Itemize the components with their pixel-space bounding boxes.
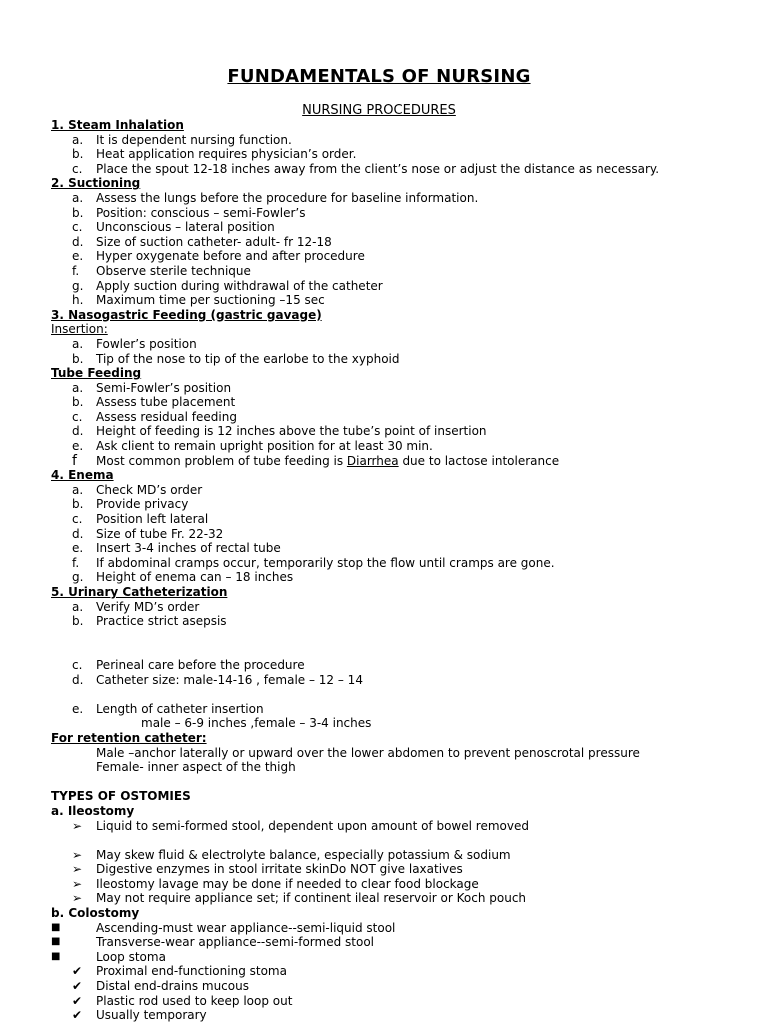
list-item: b. Tip of the nose to tip of the earlobe to the xyphoid (72, 351, 400, 366)
list-item: c. Assess residual feeding (72, 409, 237, 424)
list-item: d. Size of tube Fr. 22-32 (72, 526, 224, 541)
check-bullet-icon: ✔ (72, 1008, 83, 1023)
retention-catheter-heading: For retention catheter: (51, 730, 207, 745)
list-item: ✔ Proximal end-functioning stoma (72, 964, 287, 979)
list-item: b. Provide privacy (72, 497, 189, 512)
list-item: g. Height of enema can – 18 inches (72, 570, 294, 585)
spacer (51, 629, 751, 658)
square-bullet-icon: ■ (51, 921, 61, 933)
list-item: a. It is dependent nursing function. (72, 132, 292, 147)
list-item: ✔ Distal end-drains mucous (72, 979, 249, 994)
check-bullet-icon: ✔ (72, 964, 83, 979)
section-heading-steam-inhalation: 1. Steam Inhalation (51, 118, 184, 132)
list-item: c. Position left lateral (72, 512, 209, 527)
document-title: FUNDAMENTALS OF NURSING (227, 66, 531, 87)
section-heading-enema: 4. Enema (51, 468, 114, 483)
section-heading-suctioning: 2. Suctioning (51, 176, 141, 191)
document-subtitle: NURSING PROCEDURES (302, 103, 456, 118)
list-item: a. Fowler’s position (72, 336, 197, 351)
list-item: d. Size of suction catheter- adult- fr 12-18 (72, 234, 332, 249)
check-bullet-icon: ✔ (72, 979, 83, 994)
list-item: d. Catheter size: male-14-16 , female – 12 – 14 (72, 672, 363, 687)
list-item: ■ Loop stoma (51, 949, 166, 964)
list-item: e. Insert 3-4 inches of rectal tube (72, 541, 281, 556)
list-item: ➢ Ileostomy lavage may be done if needed to clear food blockage (72, 876, 479, 891)
list-item: g. Apply suction during withdrawal of the catheter (72, 278, 383, 293)
list-item: b. Practice strict asepsis (72, 614, 227, 629)
list-item: ✔ Plastic rod used to keep loop out (72, 993, 293, 1008)
list-item: c. Unconscious – lateral position (72, 220, 275, 235)
list-item: h. Maximum time per suctioning –15 sec (72, 293, 325, 308)
square-bullet-icon: ■ (51, 936, 61, 948)
list-item: f. Observe sterile technique (72, 263, 251, 278)
diarrhea-term: Diarrhea (346, 453, 399, 468)
list-item: ➢ Liquid to semi-formed stool, dependent upon amount of bowel removed (72, 818, 529, 833)
arrow-bullet-icon: ➢ (72, 847, 83, 862)
list-item-detail: Female- inner aspect of the thigh (96, 760, 296, 775)
arrow-bullet-icon: ➢ (72, 818, 83, 833)
list-item: ➢ May skew fluid & electrolyte balance, especially potassium & sodium (72, 847, 511, 862)
check-bullet-icon: ✔ (72, 993, 83, 1008)
section-heading-urinary-catheterization: 5. Urinary Catheterization (51, 585, 228, 599)
section-heading-nasogastric-feeding: 3. Nasogastric Feeding (gastric gavage) (51, 307, 322, 322)
list-item: e. Length of catheter insertion (72, 701, 264, 716)
subheading-colostomy: b. Colostomy (51, 906, 140, 921)
document-body (51, 118, 751, 1023)
subheading-ileostomy: a. Ileostomy (51, 803, 135, 818)
list-item: ➢ May not require appliance set; if continent ileal reservoir or Koch pouch (72, 891, 527, 906)
list-item: b. Position: conscious – semi-Fowler’s (72, 205, 306, 220)
list-item: f. If abdominal cramps occur, temporarily stop the flow until cramps are gone. (72, 555, 555, 570)
spacer (51, 775, 751, 790)
list-item: e. Hyper oxygenate before and after procedure (72, 249, 365, 264)
list-item: ➢ Digestive enzymes in stool irritate skinDo NOT give laxatives (72, 862, 463, 877)
list-item: f Most common problem of tube feeding is Diarrhea due to lactose intolerance (72, 452, 560, 469)
list-item: e. Ask client to remain upright position for at least 30 min. (72, 439, 433, 454)
spacer (51, 833, 751, 848)
list-item: b. Heat application requires physician’s order. (72, 147, 357, 162)
list-item: c. Place the spout 12-18 inches away from the client’s nose or adjust the distance as necessary. (72, 161, 660, 176)
list-item-detail: Male –anchor laterally or upward over the lower abdomen to prevent penoscrotal pressure (96, 745, 640, 760)
list-item: ■ Ascending-must wear appliance--semi-liquid stool (51, 920, 396, 935)
list-item: c. Perineal care before the procedure (72, 657, 305, 672)
subheading-insertion: Insertion: (51, 322, 108, 337)
list-item-detail: male – 6-9 inches ,female – 3-4 inches (141, 716, 372, 731)
list-item: ■ Transverse-wear appliance--semi-formed stool (51, 935, 375, 950)
list-item: d. Height of feeding is 12 inches above the tube’s point of insertion (72, 424, 487, 439)
spacer (51, 687, 751, 702)
arrow-bullet-icon: ➢ (72, 862, 83, 877)
list-item: a. Verify MD’s order (72, 599, 200, 614)
square-bullet-icon: ■ (51, 950, 61, 962)
list-item: ✔ Usually temporary (72, 1008, 207, 1023)
section-heading-tube-feeding: Tube Feeding (51, 366, 142, 381)
list-item: a. Semi-Fowler’s position (72, 380, 232, 395)
list-item: a. Assess the lungs before the procedure for baseline information. (72, 190, 479, 205)
arrow-bullet-icon: ➢ (72, 876, 83, 891)
section-heading-types-of-ostomies: TYPES OF OSTOMIES (51, 789, 191, 804)
list-item: a. Check MD’s order (72, 482, 203, 497)
arrow-bullet-icon: ➢ (72, 891, 83, 906)
list-item: b. Assess tube placement (72, 395, 236, 410)
